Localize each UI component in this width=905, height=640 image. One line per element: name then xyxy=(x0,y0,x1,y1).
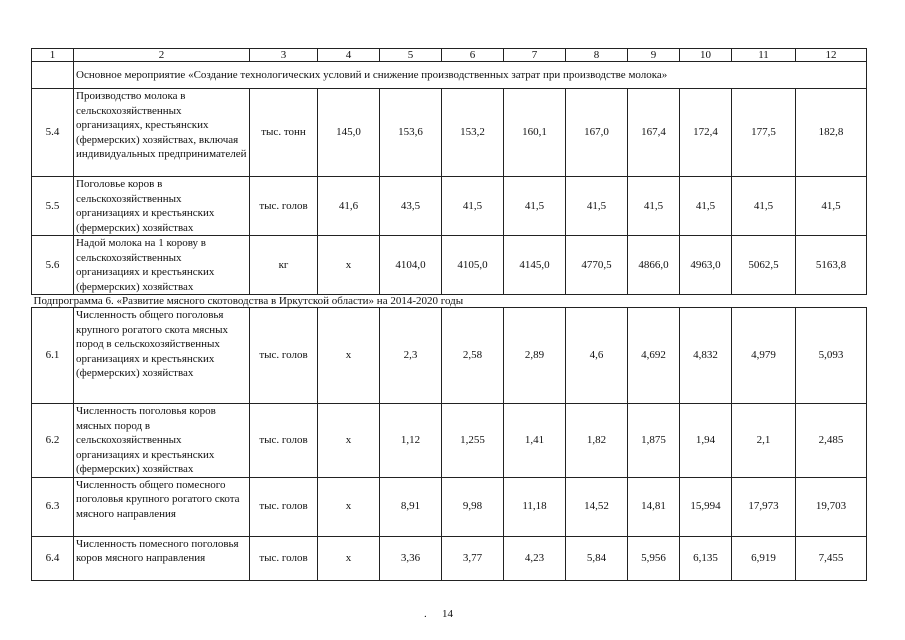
value-cell: 7,455 xyxy=(796,536,867,580)
value-cell: 5062,5 xyxy=(732,236,796,295)
row-number: 6.1 xyxy=(32,308,74,404)
value-cell: 4105,0 xyxy=(442,236,504,295)
indicator-name: Численность общего поголовья крупного рогатого скота мясных пород в сельскохозяйственных организациях и крестьянских (фермерских) хозяйствах xyxy=(74,308,250,404)
value-cell: 5,956 xyxy=(628,536,680,580)
unit-cell: кг xyxy=(250,236,318,295)
page-dot: . xyxy=(424,608,427,620)
value-cell: 6,919 xyxy=(732,536,796,580)
value-cell: 2,1 xyxy=(732,404,796,478)
value-cell: 167,0 xyxy=(566,89,628,177)
value-cell: 1,875 xyxy=(628,404,680,478)
value-cell: 167,4 xyxy=(628,89,680,177)
value-cell: х xyxy=(318,404,380,478)
value-cell: 41,5 xyxy=(732,177,796,236)
indicators-table xyxy=(31,48,867,581)
value-cell: 4770,5 xyxy=(566,236,628,295)
value-cell: 4963,0 xyxy=(680,236,732,295)
unit-cell: тыс. голов xyxy=(250,177,318,236)
unit-cell: тыс. голов xyxy=(250,404,318,478)
value-cell: 14,52 xyxy=(566,477,628,536)
value-cell: 41,5 xyxy=(566,177,628,236)
value-cell: 4866,0 xyxy=(628,236,680,295)
unit-cell: тыс. голов xyxy=(250,477,318,536)
value-cell: х xyxy=(318,236,380,295)
value-cell: 172,4 xyxy=(680,89,732,177)
value-cell: 5163,8 xyxy=(796,236,867,295)
value-cell: 14,81 xyxy=(628,477,680,536)
row-number: 6.3 xyxy=(32,477,74,536)
value-cell: 4,692 xyxy=(628,308,680,404)
table-row xyxy=(32,89,867,177)
value-cell: 19,703 xyxy=(796,477,867,536)
value-cell: 5,093 xyxy=(796,308,867,404)
value-cell: 177,5 xyxy=(732,89,796,177)
col-num-4: 4 xyxy=(318,49,380,62)
col-num-9: 9 xyxy=(628,49,680,62)
row-number: 5.4 xyxy=(32,89,74,177)
value-cell: 8,91 xyxy=(380,477,442,536)
value-cell: 41,5 xyxy=(796,177,867,236)
value-cell: 1,255 xyxy=(442,404,504,478)
indicator-name: Численность поголовья коров мясных пород в сельскохозяйственных организациях и крестьянских (фермерских) хозяйствах xyxy=(74,404,250,478)
subprogram-title: Подпрограмма 6. «Развитие мясного скотоводства в Иркутской области» на 2014-2020 годы xyxy=(32,295,867,308)
subprogram-row xyxy=(32,295,867,308)
row-number: 5.6 xyxy=(32,236,74,295)
value-cell: 4,6 xyxy=(566,308,628,404)
value-cell: 3,77 xyxy=(442,536,504,580)
value-cell: 2,89 xyxy=(504,308,566,404)
value-cell: 153,2 xyxy=(442,89,504,177)
row-number: 6.2 xyxy=(32,404,74,478)
value-cell: 4,23 xyxy=(504,536,566,580)
main-activity-row xyxy=(32,62,867,89)
value-cell: 182,8 xyxy=(796,89,867,177)
unit-cell: тыс. голов xyxy=(250,536,318,580)
col-num-7: 7 xyxy=(504,49,566,62)
page-number: 14 xyxy=(442,608,453,620)
value-cell: х xyxy=(318,308,380,404)
value-cell: 2,485 xyxy=(796,404,867,478)
value-cell: 145,0 xyxy=(318,89,380,177)
value-cell: 2,3 xyxy=(380,308,442,404)
table-row xyxy=(32,177,867,236)
value-cell: 43,5 xyxy=(380,177,442,236)
value-cell: 1,94 xyxy=(680,404,732,478)
indicator-name: Численность помесного поголовья коров мясного направления xyxy=(74,536,250,580)
indicator-name: Производство молока в сельскохозяйственных организациях, крестьянских (фермерских) хозяйствах, включая индивидуальных предпринимателей xyxy=(74,89,250,177)
table-row xyxy=(32,404,867,478)
value-cell: 1,41 xyxy=(504,404,566,478)
value-cell: 15,994 xyxy=(680,477,732,536)
col-num-8: 8 xyxy=(566,49,628,62)
value-cell: 153,6 xyxy=(380,89,442,177)
value-cell: 11,18 xyxy=(504,477,566,536)
row-number: 5.5 xyxy=(32,177,74,236)
col-num-1: 1 xyxy=(32,49,74,62)
value-cell: 5,84 xyxy=(566,536,628,580)
value-cell: 4104,0 xyxy=(380,236,442,295)
value-cell: х xyxy=(318,477,380,536)
unit-cell: тыс. голов xyxy=(250,308,318,404)
value-cell: 4,832 xyxy=(680,308,732,404)
col-num-6: 6 xyxy=(442,49,504,62)
value-cell: 41,5 xyxy=(504,177,566,236)
value-cell: 6,135 xyxy=(680,536,732,580)
value-cell: 17,973 xyxy=(732,477,796,536)
value-cell: 2,58 xyxy=(442,308,504,404)
value-cell: 160,1 xyxy=(504,89,566,177)
table-row xyxy=(32,308,867,404)
value-cell: 41,5 xyxy=(442,177,504,236)
col-num-12: 12 xyxy=(796,49,867,62)
table-row xyxy=(32,536,867,580)
col-num-11: 11 xyxy=(732,49,796,62)
value-cell: 4145,0 xyxy=(504,236,566,295)
value-cell: 41,6 xyxy=(318,177,380,236)
value-cell: 9,98 xyxy=(442,477,504,536)
value-cell: 41,5 xyxy=(628,177,680,236)
table-row xyxy=(32,236,867,295)
column-number-row xyxy=(32,49,867,62)
indicator-name: Надой молока на 1 корову в сельскохозяйственных организациях и крестьянских (фермерских) хозяйствах xyxy=(74,236,250,295)
col-num-2: 2 xyxy=(74,49,250,62)
table-row xyxy=(32,477,867,536)
col-num-10: 10 xyxy=(680,49,732,62)
value-cell: 1,12 xyxy=(380,404,442,478)
value-cell: 4,979 xyxy=(732,308,796,404)
value-cell: х xyxy=(318,536,380,580)
main-activity-title: Основное мероприятие «Создание технологических условий и снижение производственных затрат при производстве молока» xyxy=(74,62,867,89)
value-cell: 41,5 xyxy=(680,177,732,236)
col-num-3: 3 xyxy=(250,49,318,62)
col-num-5: 5 xyxy=(380,49,442,62)
indicator-name: Поголовье коров в сельскохозяйственных организациях и крестьянских (фермерских) хозяйствах xyxy=(74,177,250,236)
unit-cell: тыс. тонн xyxy=(250,89,318,177)
indicator-name: Численность общего помесного поголовья крупного рогатого скота мясного направления xyxy=(74,477,250,536)
value-cell: 1,82 xyxy=(566,404,628,478)
value-cell: 3,36 xyxy=(380,536,442,580)
row-number: 6.4 xyxy=(32,536,74,580)
